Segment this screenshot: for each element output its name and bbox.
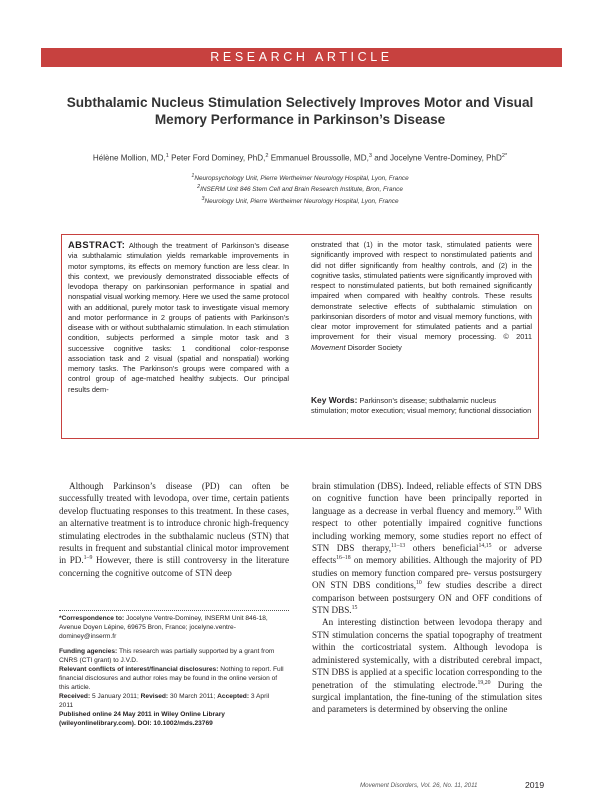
article-type-banner [41, 48, 562, 67]
affiliation: $^3$Neurology Unit, Pierre Wertheimer Neurology Hospital, Lyon, France [201, 195, 399, 205]
keywords [311, 395, 532, 417]
citation: 16–18 [336, 555, 351, 562]
article-title [36, 94, 564, 128]
citation: 14,15 [478, 542, 492, 549]
author-name: and Jocelyne Ventre-Dominey, PhD [374, 153, 502, 163]
page-number: 2019 [525, 780, 545, 790]
author-name: Hélène Mollion, MD, [92, 153, 166, 163]
disclosure-note: Relevant conflicts of interest/financial disclosures: Nothing to report. Full financial disclosures and author roles may be found in the online version of this article. [59, 666, 284, 691]
publication-note: Published online 24 May 2011 in Wiley Online Library (wileyonlinelibrary.com). DOI: 10.1002/mds.23769 [59, 711, 225, 727]
abstract-text-part1: Although the treatment of Parkinson’s disease via subthalamic stimulation yields remarkable improvements in motor symptoms, its effects on memory function are less clear. In this context, we previously demonstrated dissociable effects of levodopa therapy on parkinsonian performance in spatial and nonspatial visual working memory. Here we used the same protocol with an additional, purely motor task to investigate visual memory and motor performance in 2 groups of patients with Parkinson’s disease with or without subthalamic stimulation. In each stimulation condition, subjects performed a simple motor task and 3 successive cognitive tasks: 1 conditional color-response association task and 2 visual (spatial and nonspatial) working memory tasks. The Parkinson’s groups were compared with a control group of age-matched healthy subjects. Our principal results dem- [68, 241, 289, 394]
dates-note: Received: 5 January 2011; Revised: 30 March 2011; Accepted: 3 April 2011 [59, 693, 270, 709]
abstract-left-column [68, 240, 289, 395]
affiliation: $^2$INSERM Unit 846 Stem Cell and Brain Research Institute, Bron, France [197, 184, 403, 194]
affiliation: $^1$Neuropsychology Unit, Pierre Wertheimer Neurology Hospital, Lyon, France [191, 173, 409, 183]
paragraph: An interesting distinction between levodopa therapy and STN stimulation concerns the spatial topography of treatment within the corticostriatal system. Although levodopa is administered systemically, with a distributed cerebral impact, STN DBS is applied at a specific location corresponding to the penetration of the stimulating electrode.$^{19,20}$ During the surgical implantation, the fine-tuning of the stimulation sites and parameters is determined by observing the online [312, 617, 543, 715]
running-footer: Movement Disorders, Vol. 26, No. 11, 2011 [360, 782, 478, 789]
copyright: © 2011 [503, 332, 532, 342]
abstract-text-part2: onstrated that (1) in the motor task, stimulated patients were significantly improved with respect to nonstimulated patients and did not differ significantly from healthy controls, and (2) in the cognitive tasks, stimulated patients were significantly improved with respect to nonstimulated patients, but both remained significantly impaired when compared with healthy controls. These results demonstrate selective effects of subthalamic stimulation on parkinsonian disorders of motor and visual memory functions, with clear motor improvement for stimulated patients and a partial improvement for their visual memory processing. [311, 240, 532, 342]
title-line-1: Subthalamic Nucleus Stimulation Selectively Improves Motor and Visual [66, 95, 534, 110]
author-affil-mark: 1 [165, 153, 169, 159]
citation: 11–13 [391, 542, 406, 549]
body-text-left-column: Although Parkinson’s disease (PD) can often be successfully treated with levodopa, over time, certain patients develop fluctuating responses to this treatment. In these cases, an alternative treatment is to introduce chronic high-frequency stimulating electrodes in the subthalamic nucleus (STN) that results in frequent and substantial clinical motor improvement in PD.$^{1-9}$ However, there is still controversy in the literature concerning the cognitive outcome of STN deep [59, 481, 289, 578]
author-affil-mark: 2 [265, 153, 269, 159]
copyright-society: Disorder Society [347, 342, 402, 352]
title-line-2: Memory Performance in Parkinson’s Disease [154, 112, 446, 127]
citation: 1–9 [83, 555, 93, 562]
citation: 19,20 [477, 679, 491, 686]
abstract-right-column [311, 240, 532, 353]
copyright-journal: Movement [311, 342, 346, 352]
paragraph: brain stimulation (DBS). Indeed, reliable effects of STN DBS on cognitive function have been principally reported in language as a decrease in verbal fluency and memory.$^{10}$ With respect to other potentially impaired cognitive functions including working memory, some studies report no effect of STN DBS therapy,$^{11-13}$ others beneficial$^{14,15}$ or adverse effects$^{16-18}$ on memory abilities. Although the majority of PD studies on memory function compared pre- versus postsurgery ON STN DBS conditions,$^{10}$ few studies describe a direct comparison between postsurgery ON and OFF conditions of STN DBS.$^{15}$ [312, 481, 542, 616]
citation: 15 [351, 605, 358, 612]
author-name: Peter Ford Dominey, PhD, [171, 153, 266, 163]
citation: 10 [515, 505, 522, 512]
correspondence-note: *Correspondence to: Jocelyne Ventre-Dominey, INSERM Unit 846-18, Avenue Doyen Lépine, 69675 Bron, France; jocelyne.ventre-dominey@inserm.fr [59, 615, 268, 640]
article-type-label: RESEARCH ARTICLE [210, 50, 393, 64]
abstract-heading: ABSTRACT: [68, 239, 126, 250]
author-name: Emmanuel Broussolle, MD, [270, 153, 369, 163]
funding-note: Funding agencies: This research was partially supported by a grant from CNRS (CTI grant) to J.V.D. [59, 648, 275, 664]
keywords-text: Parkinson’s disease; subthalamic nucleus stimulation; motor execution; visual memory; functional dissociation [311, 396, 532, 416]
body-text-right-column [312, 480, 542, 716]
author-affil-mark: 2* [501, 153, 508, 159]
affiliation-list [36, 172, 564, 206]
citation: 10 [416, 580, 422, 587]
footnote-divider [59, 610, 289, 611]
author-list [36, 150, 564, 165]
keywords-heading: Key Words: [311, 395, 358, 405]
author-affil-mark: 3 [368, 153, 372, 159]
